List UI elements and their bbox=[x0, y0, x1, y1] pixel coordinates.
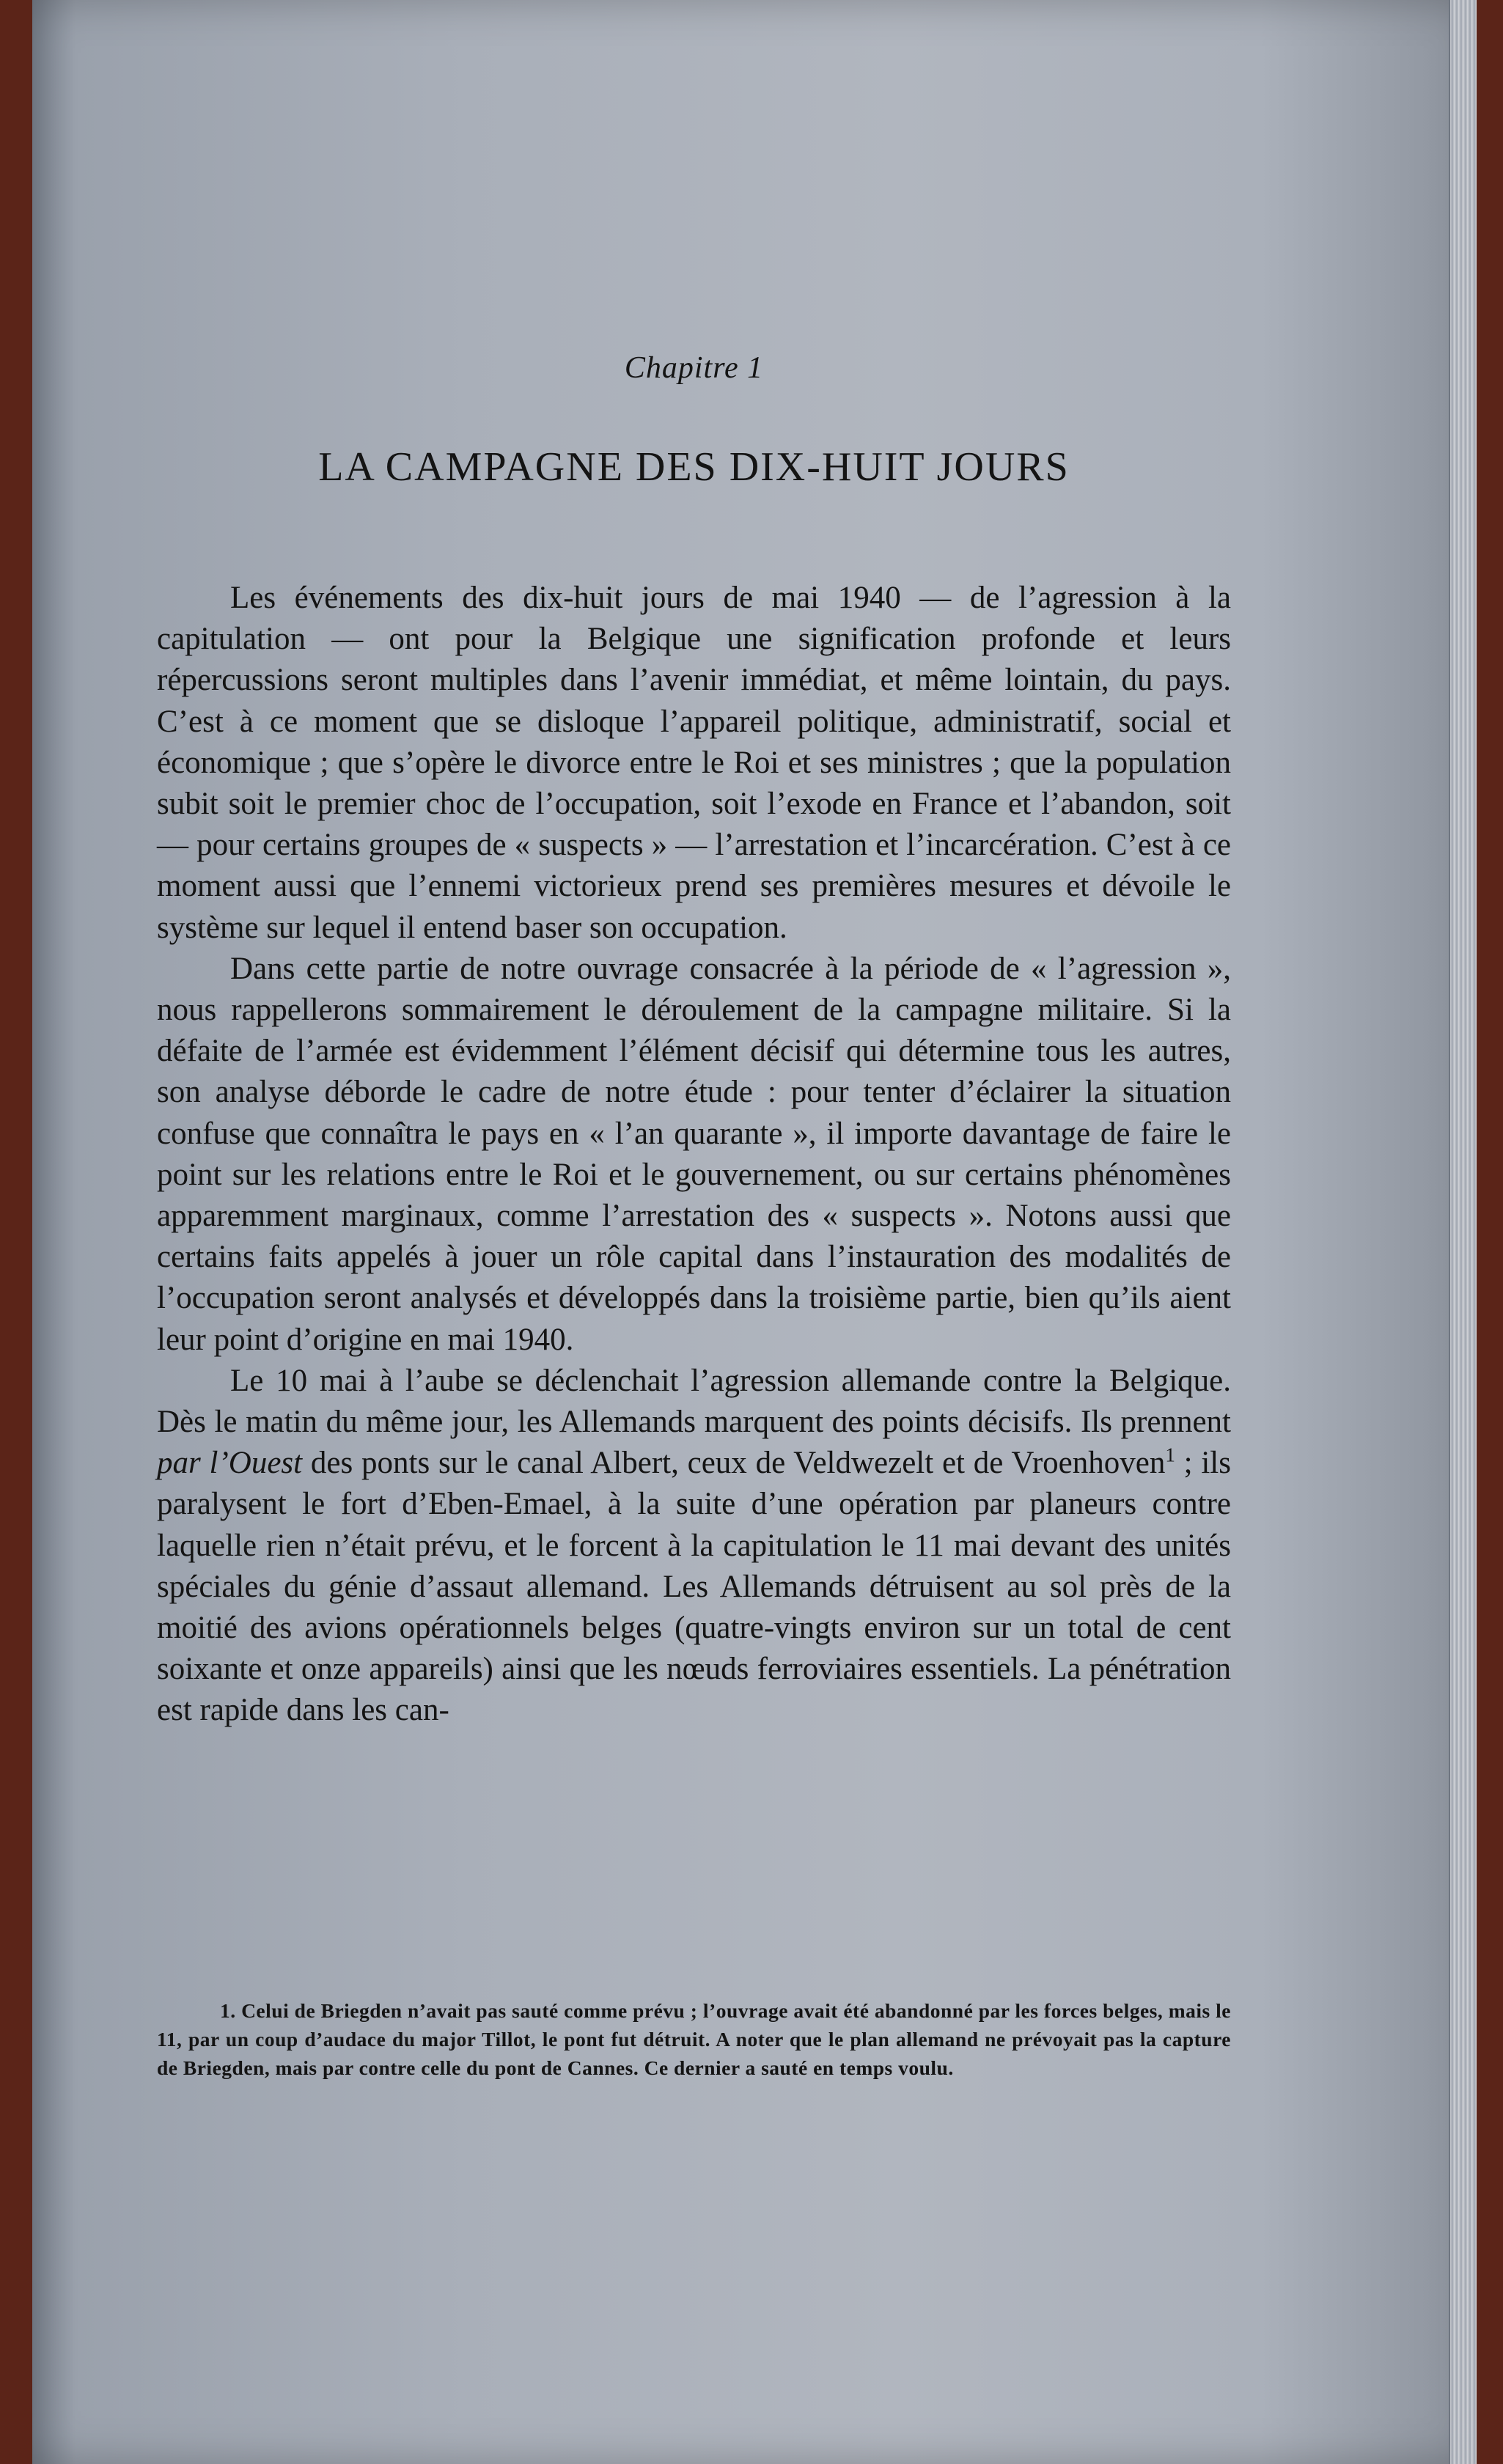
chapter-title: LA CAMPAGNE DES DIX-HUIT JOURS bbox=[318, 444, 1070, 490]
body-text bbox=[157, 578, 1231, 1732]
paragraph-3 bbox=[157, 1361, 1231, 1732]
page-edge bbox=[1449, 0, 1477, 2464]
paragraph-3-text-b: des ponts sur le canal Albert, ceux de Veldwezelt et de Vroenhoven bbox=[302, 1446, 1166, 1481]
paragraph-3-text-c: ; ils paralysent le fort d’Eben-Emael, à la suite d’une opération par planeurs contre laquelle rien n’était prévu, et le forcent à la capitulation le 11 mai devant des unités spéciales du génie d’assaut allemand. Les Allemands détruisent au sol près de la moitié des avions opérationnels belges (quatre-vingts environ sur un total de cent soixante et onze appareils) ainsi que les nœuds ferroviaires essentiels. La pénétration est rapide dans les can- bbox=[157, 1446, 1231, 1728]
book-page bbox=[32, 0, 1477, 2464]
footnote-reference: 1 bbox=[1165, 1444, 1175, 1466]
paragraph-3-text-a: Le 10 mai à l’aube se déclenchait l’agression allemande contre la Belgique. Dès le matin du même jour, les Allemands marquent des points décisifs. Ils prennent bbox=[157, 1363, 1231, 1440]
footnote: 1. Celui de Briegden n’avait pas sauté comme prévu ; l’ouvrage avait été abandonné par les forces belges, mais le 11, par un coup d’audace du major Tillot, le pont fut détruit. A noter que le plan allemand ne prévoyait pas la capture de Briegden, mais par contre celle du pont de Cannes. Ce dernier a sauté en temps voulu. bbox=[157, 1999, 1231, 2079]
paragraph-2: Dans cette partie de notre ouvrage consacrée à la période de « l’agression », nous rappellerons sommairement le déroulement de la campagne militaire. Si la défaite de l’armée est évidemment l’élément décisif qui détermine tous les autres, son analyse déborde le cadre de notre étude : pour tenter d’éclairer la situation confuse que connaîtra le pays en « l’an quarante », il importe davantage de faire le point sur les relations entre le Roi et le gouvernement, ou sur certains phénomènes apparemment marginaux, comme l’arrestation des « suspects ». Notons aussi que certains faits appelés à jouer un rôle capital dans l’instauration des modalités de l’occupation seront analysés et développés dans la troisième partie, bien qu’ils aient leur point d’origine en mai 1940. bbox=[157, 951, 1231, 1357]
paragraph-3-italic: par l’Ouest bbox=[157, 1446, 303, 1481]
paragraph-1: Les événements des dix-huit jours de mai 1940 — de l’agression à la capitulation — ont pour la Belgique une signification profonde et leurs répercussions seront multiples dans l’avenir immédiat, et même lointain, du pays. C’est à ce moment que se disloque l’appareil politique, administratif, social et économique ; que s’opère le divorce entre le Roi et ses ministres ; que la population subit soit le premier choc de l’occupation, soit l’exode en France et l’abandon, soit — pour certains groupes de « suspects » — l’arrestation et l’incarcération. C’est à ce moment aussi que l’ennemi victorieux prend ses premières mesures et dévoile le système sur lequel il entend baser son occupation. bbox=[157, 581, 1231, 945]
chapter-label: Chapitre 1 bbox=[624, 351, 764, 385]
